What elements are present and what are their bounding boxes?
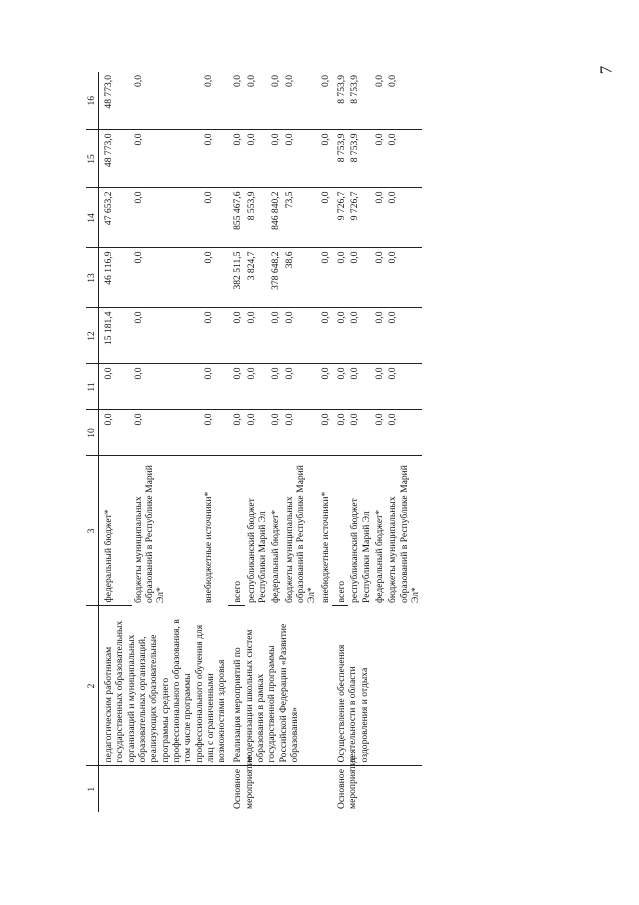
measure-name-cell: Осуществление обеспечения деятельности в области оздоровления и отдыха bbox=[332, 606, 422, 766]
table-row bbox=[228, 72, 244, 812]
column-header: 3 bbox=[86, 456, 99, 606]
value-cell: 3 824,7 bbox=[245, 248, 270, 308]
value-cell: 0,0 bbox=[228, 308, 244, 364]
value-cell: 0,0 bbox=[202, 248, 228, 308]
value-cell: 9 726,7 bbox=[332, 188, 348, 248]
value-cell: 0,0 bbox=[386, 410, 422, 456]
value-cell: 0,0 bbox=[202, 188, 228, 248]
value-cell: 0,0 bbox=[348, 410, 373, 456]
value-cell: 0,0 bbox=[99, 410, 132, 456]
value-cell: 0,0 bbox=[319, 188, 332, 248]
budget-table bbox=[86, 72, 422, 812]
header-row bbox=[86, 72, 99, 812]
value-cell: 48 773,0 bbox=[99, 130, 132, 188]
value-cell: 0,0 bbox=[386, 364, 422, 410]
measure-name-cell: Реализация мероприятий по модернизации школьных систем образования в рамках государственной программы Российской Федерации «Развитие образования» bbox=[228, 606, 332, 766]
column-header: 10 bbox=[86, 410, 99, 456]
column-header: 13 bbox=[86, 248, 99, 308]
column-header: 15 bbox=[86, 130, 99, 188]
value-cell: 0,0 bbox=[373, 188, 386, 248]
funding-source-cell: внебюджетные источники* bbox=[319, 491, 331, 603]
column-header: 14 bbox=[86, 188, 99, 248]
value-cell: 8 553,9 bbox=[245, 188, 270, 248]
funding-source-cell: бюджеты муниципальных образований в Республике Марий Эл* bbox=[132, 465, 167, 603]
value-cell: 0,0 bbox=[319, 130, 332, 188]
column-header: 2 bbox=[86, 606, 99, 766]
value-cell: 378 648,2 bbox=[269, 248, 282, 308]
value-cell: 0,0 bbox=[348, 248, 373, 308]
value-cell: 0,0 bbox=[228, 130, 244, 188]
value-cell: 0,0 bbox=[245, 410, 270, 456]
value-cell: 0,0 bbox=[228, 410, 244, 456]
value-cell: 0,0 bbox=[373, 308, 386, 364]
value-cell: 0,0 bbox=[386, 130, 422, 188]
funding-source-cell: республиканский бюджет Республики Марий Эл bbox=[245, 498, 269, 603]
value-cell: 0,0 bbox=[245, 308, 270, 364]
value-cell: 46 116,9 bbox=[99, 248, 132, 308]
value-cell: 0,0 bbox=[269, 364, 282, 410]
column-header: 11 bbox=[86, 364, 99, 410]
value-cell: 0,0 bbox=[283, 410, 319, 456]
value-cell: 0,0 bbox=[245, 364, 270, 410]
value-cell: 0,0 bbox=[319, 308, 332, 364]
value-cell: 0,0 bbox=[132, 188, 203, 248]
funding-source-cell: федеральный бюджет* bbox=[99, 456, 132, 606]
value-cell: 0,0 bbox=[245, 130, 270, 188]
funding-source-cell: всего bbox=[228, 456, 244, 606]
funding-source-cell: республиканский бюджет Республики Марий Эл bbox=[349, 498, 372, 603]
value-cell: 382 511,5 bbox=[228, 248, 244, 308]
value-cell: 0,0 bbox=[269, 72, 282, 130]
page-number: 7 bbox=[596, 65, 616, 75]
table-row bbox=[332, 72, 348, 812]
value-cell: 8 753,9 bbox=[348, 72, 373, 130]
value-cell: 38,6 bbox=[283, 248, 319, 308]
value-cell: 0,0 bbox=[319, 248, 332, 308]
value-cell: 73,5 bbox=[283, 188, 319, 248]
value-cell: 0,0 bbox=[332, 364, 348, 410]
value-cell: 0,0 bbox=[245, 72, 270, 130]
value-cell: 47 653,2 bbox=[99, 188, 132, 248]
value-cell: 0,0 bbox=[283, 130, 319, 188]
value-cell: 0,0 bbox=[348, 364, 373, 410]
value-cell: 0,0 bbox=[348, 308, 373, 364]
value-cell: 15 181,4 bbox=[99, 308, 132, 364]
value-cell: 0,0 bbox=[228, 364, 244, 410]
table-body bbox=[99, 72, 423, 812]
funding-source-cell: бюджеты муниципальных образований в Республике Марий Эл* bbox=[283, 465, 318, 603]
value-cell: 0,0 bbox=[332, 248, 348, 308]
value-cell: 0,0 bbox=[373, 410, 386, 456]
value-cell: 0,0 bbox=[283, 72, 319, 130]
value-cell: 0,0 bbox=[319, 364, 332, 410]
value-cell: 8 753,9 bbox=[332, 130, 348, 188]
funding-source-cell: федеральный бюджет* bbox=[373, 509, 385, 603]
value-cell: 0,0 bbox=[373, 130, 386, 188]
measure-type-cell: Основное мероприятие bbox=[232, 756, 255, 809]
value-cell: 0,0 bbox=[373, 72, 386, 130]
value-cell: 0,0 bbox=[132, 130, 203, 188]
value-cell: 8 753,9 bbox=[348, 130, 373, 188]
measure-type-cell bbox=[99, 766, 229, 812]
value-cell: 0,0 bbox=[202, 364, 228, 410]
funding-source-cell: федеральный бюджет* bbox=[270, 509, 282, 603]
funding-source-cell: всего bbox=[332, 456, 348, 606]
value-cell: 855 467,6 bbox=[228, 188, 244, 248]
value-cell: 0,0 bbox=[132, 308, 203, 364]
value-cell: 0,0 bbox=[386, 188, 422, 248]
measure-type-cell: Основное мероприятие bbox=[335, 756, 359, 809]
value-cell: 0,0 bbox=[386, 248, 422, 308]
column-header: 1 bbox=[86, 766, 99, 812]
funding-source-cell: бюджеты муниципальных образований в Республике Марий Эл* bbox=[387, 465, 421, 603]
value-cell: 8 753,9 bbox=[332, 72, 348, 130]
value-cell: 0,0 bbox=[319, 410, 332, 456]
value-cell: 846 840,2 bbox=[269, 188, 282, 248]
value-cell: 0,0 bbox=[269, 130, 282, 188]
value-cell: 0,0 bbox=[132, 364, 203, 410]
funding-source-cell: внебюджетные источники* bbox=[203, 491, 215, 603]
column-header: 12 bbox=[86, 308, 99, 364]
value-cell: 0,0 bbox=[269, 308, 282, 364]
value-cell: 0,0 bbox=[132, 410, 203, 456]
value-cell: 0,0 bbox=[132, 248, 203, 308]
value-cell: 0,0 bbox=[202, 308, 228, 364]
value-cell: 0,0 bbox=[332, 308, 348, 364]
value-cell: 0,0 bbox=[202, 72, 228, 130]
value-cell: 0,0 bbox=[319, 72, 332, 130]
value-cell: 0,0 bbox=[373, 364, 386, 410]
measure-name-cell: педагогическим работникам государственных образовательных организаций и муниципальных образовательных организаций, реализующих образовательные программы среднего профессионального образования, в том числе программы профессионального обучения для лиц с ограниченными возможностями здоровья bbox=[99, 606, 229, 766]
value-cell: 0,0 bbox=[99, 364, 132, 410]
value-cell: 0,0 bbox=[202, 410, 228, 456]
table-row bbox=[99, 72, 132, 812]
value-cell: 0,0 bbox=[283, 308, 319, 364]
column-header: 16 bbox=[86, 72, 99, 130]
value-cell: 0,0 bbox=[332, 410, 348, 456]
value-cell: 0,0 bbox=[269, 410, 282, 456]
rotated-table-sheet bbox=[86, 72, 516, 812]
value-cell: 9 726,7 bbox=[348, 188, 373, 248]
value-cell: 48 773,0 bbox=[99, 72, 132, 130]
value-cell: 0,0 bbox=[386, 72, 422, 130]
value-cell: 0,0 bbox=[202, 130, 228, 188]
value-cell: 0,0 bbox=[228, 72, 244, 130]
value-cell: 0,0 bbox=[386, 308, 422, 364]
value-cell: 0,0 bbox=[373, 248, 386, 308]
value-cell: 0,0 bbox=[132, 72, 203, 130]
value-cell: 0,0 bbox=[283, 364, 319, 410]
